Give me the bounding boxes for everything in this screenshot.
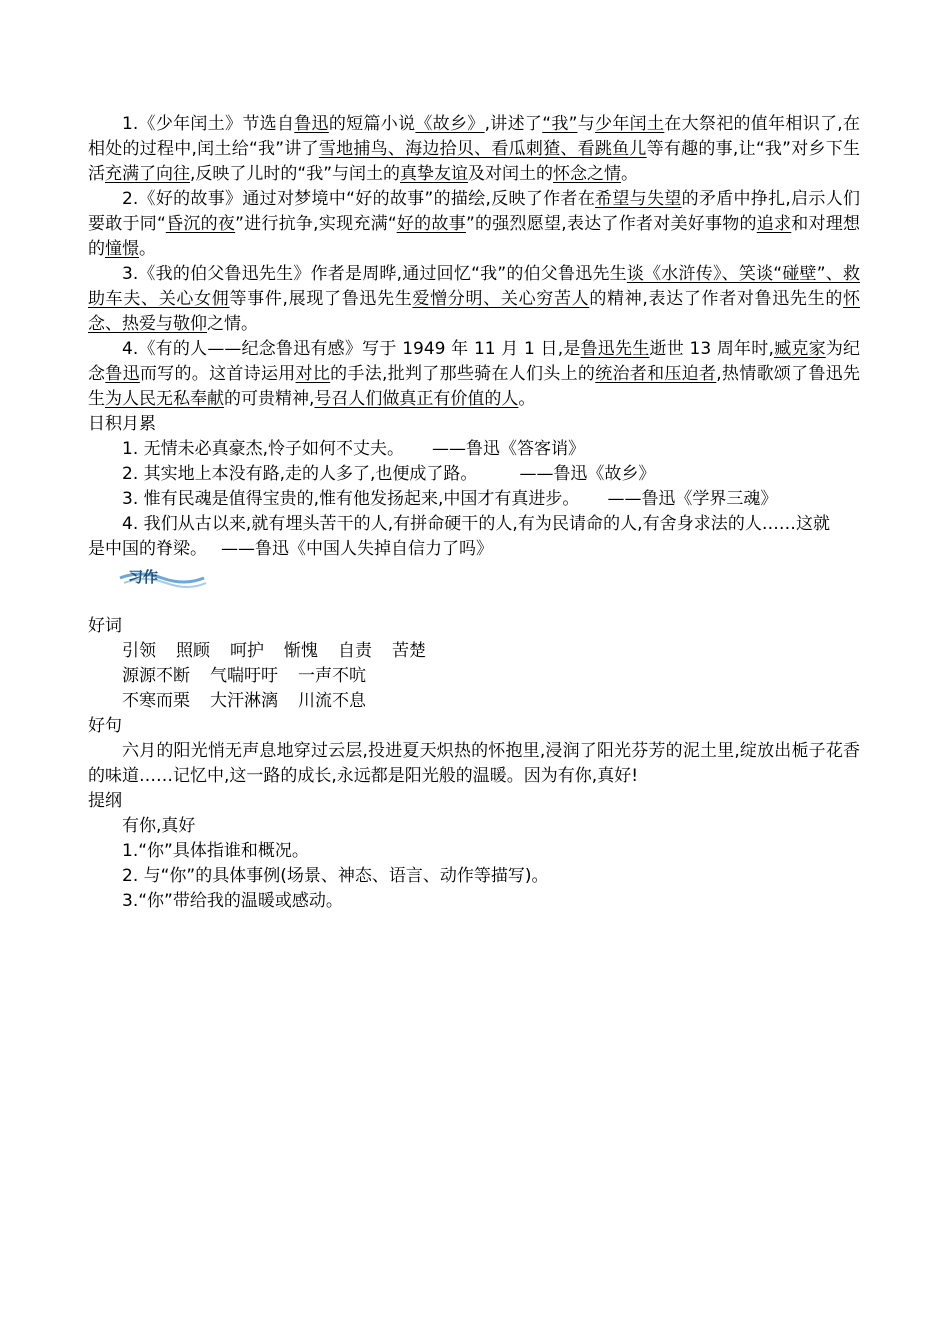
quote-3: 3. 惟有民魂是值得宝贵的,惟有他发扬起来,中国才有真进步。 ——鲁迅《学界三魂》 (122, 489, 778, 509)
outline-title: 有你,真好 (122, 816, 196, 836)
note-4: 4.《有的人——纪念鲁迅有感》写于 1949 年 11 月 1 日,是鲁迅先生逝世 13 周年时,臧克家为纪念鲁迅而写的。这首诗运用对比的手法,批判了那些骑在人们头上的统治者和压迫者,热情歌颂了鲁迅先生为人民无私奉献的可贵精神,号召人们做真正有价值的人。 (88, 339, 861, 409)
good-words-row-1: 引领 照顾 呵护 惭愧 自责 苦楚 (122, 641, 426, 661)
content (88, 112, 860, 914)
note-2: 2.《好的故事》通过对梦境中“好的故事”的描绘,反映了作者在希望与失望的矛盾中挣扎,启示人们要敢于同“昏沉的夜”进行抗争,实现充满“好的故事”的强烈愿望,表达了作者对美好事物的追求和对理想的憧憬。 (88, 189, 861, 259)
note-1: 1.《少年闰土》节选自鲁迅的短篇小说《故乡》,讲述了“我”与少年闰土在大祭祀的值年相识了,在相处的过程中,闰土给“我”讲了雪地捕鸟、海边拾贝、看瓜刺猹、看跳鱼儿等有趣的事,让“我”对乡下生活充满了向往,反映了儿时的“我”与闰土的真挚友谊及对闰土的怀念之情。 (88, 114, 861, 184)
quote-4: 4. 我们从古以来,就有埋头苦干的人,有拼命硬干的人,有为民请命的人,有舍身求法的人……这就是中国的脊梁。 ——鲁迅《中国人失掉自信力了吗》 (88, 514, 830, 559)
outline-item-1: 1.“你”具体指谁和概况。 (122, 841, 309, 861)
good-sentences-heading: 好句 (88, 716, 122, 736)
good-sentence: 六月的阳光悄无声息地穿过云层,投进夏天炽热的怀抱里,浸润了阳光芬芳的泥土里,绽放出栀子花香的味道……记忆中,这一路的成长,永远都是阳光般的温暖。因为有你,真好! (88, 741, 860, 786)
accumulation-heading: 日积月累 (88, 414, 156, 434)
good-words-row-3: 不寒而栗 大汗淋漓 川流不息 (122, 691, 366, 711)
outline-item-2: 2. 与“你”的具体事例(场景、神态、语言、动作等描写)。 (122, 866, 549, 886)
outline-heading: 提纲 (88, 791, 122, 811)
quote-2: 2. 其实地上本没有路,走的人多了,也便成了路。 ——鲁迅《故乡》 (122, 464, 656, 484)
good-words-row-2: 源源不断 气喘吁吁 一声不吭 (122, 666, 366, 686)
note-3: 3.《我的伯父鲁迅先生》作者是周晔,通过回忆“我”的伯父鲁迅先生谈《水浒传》、笑谈“碰壁”、救助车夫、关心女佣等事件,展现了鲁迅先生爱憎分明、关心穷苦人的精神,表达了作者对鲁迅先生的怀念、热爱与敬仰之情。 (88, 264, 861, 334)
writing-banner-title: 习作 (128, 568, 159, 586)
outline-item-3: 3.“你”带给我的温暖或感动。 (122, 891, 343, 911)
writing-banner (88, 564, 860, 614)
good-words-heading: 好词 (88, 616, 122, 636)
quote-1: 1. 无情未必真豪杰,怜子如何不丈夫。 ——鲁迅《答客诮》 (122, 439, 586, 459)
